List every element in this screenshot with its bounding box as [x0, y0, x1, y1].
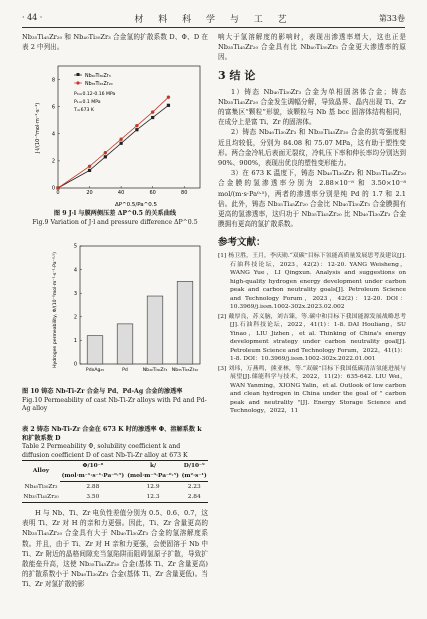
- fig9-y-tick-label: 2: [51, 158, 55, 165]
- fig9-xlabel: ΔP^0.5/Pa^0.5: [114, 202, 158, 208]
- table2-header-k: k/: [126, 461, 181, 472]
- fig9-data-point: [120, 142, 123, 145]
- fig9-data-point: [119, 138, 122, 141]
- table2-header-d-unit: (m²·s⁻¹): [180, 471, 208, 482]
- table-cell-alloy: Nb₄₀Ti₃₀Zr₃: [24, 483, 58, 490]
- fig10-category-label: PdxAg₂₅: [85, 368, 105, 373]
- table-cell-k: 12.9: [146, 484, 160, 490]
- table2-header-alloy: Alloy: [22, 461, 60, 482]
- fig9-data-point: [104, 155, 107, 158]
- right-intro-paragraph: 响大于氢溶解度的影响时，表现出渗透率增大，这也正是 Nb₃₅Ti₄₅Zr₂₀ 合金具有比 Nb₄₀Ti₃₀Zr₃ 合金更大渗透率的原因。: [218, 33, 406, 62]
- figure-10-caption: [22, 388, 208, 414]
- fig9-caption-en: Fig.9 Variation of J·l and pressure difference ΔP^0.5: [32, 218, 198, 226]
- fig9-annotation-t: T=673 K: [74, 108, 94, 113]
- table-2: [22, 460, 208, 503]
- page-number: · 44 ·: [22, 13, 43, 22]
- fig9-x-tick-label: 40: [117, 190, 125, 196]
- fig9-data-point: [135, 124, 138, 127]
- fig9-plot-frame: [58, 66, 200, 188]
- fig9-annotation-p1: P₁=0.1 MPa: [74, 100, 101, 105]
- table2-caption-en: Table 2 Permeability Φ, solubility coefficient k and diffusion coefficient D of cast Nb-Ti-Zr alloy at 673 K: [22, 443, 188, 459]
- conclusion-paragraph-3: 3）在 673 K 温度下，铸态 Nb₄₀Ti₃₀Zr₃ 和 Nb₃₅Ti₄₅Zr₂₀ 合金膜的氢渗透率分别为 2.88×10⁻⁸ 和 3.50×10⁻⁸ mol/(m·s·Pa⁰·⁵)，两者的渗透率分别是纯 Pd 的 1.7 和 2.1 倍。此外，铸态 Nb₃₅Ti₄₅Zr₂₀ 合金比 Nb₄₀Ti₃₀Zr₃ 合金膜拥有更高的氢渗透率，这归功于 Nb₃₅Ti₄₅Zr₂₀ 比 Nb₄₀Ti₃₀Zr₃ 合金膜拥有更高的氢扩散系数。: [218, 169, 406, 229]
- fig9-legend-2: Nb₃₅Ti₄₅Zr₂₀: [85, 82, 113, 87]
- reference-2: [2] 戴厚良，苏义脑，刘吉臻，等.碳中和目标下我国能源发展战略思考[J].石油科技论坛，2022，41(1)：1-8. DAI Houliang，SU Yinao，LIU Jizhen，et al. Thinking of China's energy development strategy under carbon neutrality goal[J]. Petroleum Science and Technology Forum，2022，41(1)：1-8. DOI：10.3969/j.issn.1002-302x.2022.01.001: [218, 313, 406, 363]
- right-column: [218, 32, 406, 417]
- figure-9-caption: [22, 210, 208, 227]
- fig10-y-tick-label: 3: [73, 290, 77, 297]
- figure-9-chart: [32, 60, 208, 210]
- fig9-y-tick-label: 6: [51, 104, 55, 111]
- fig10-bar: [87, 336, 103, 364]
- fig9-x-tick-label: 60: [149, 190, 156, 196]
- reference-1: [1] 杨卫胜，王月，李庆勋.“双碳”目标下氢能高质量发展思考及建议[J].石油科技论坛，2023，42(2)：12-20. YANG Weisheng，WANG Yue，LI Qingxun. Analysis and suggestions on high-quality hydrogen energy development under carbon peak and carbon neutrality goals[J]. Petroleum Science and Technology Forum，2023，42(2)：12-20. DOI：10.3969/j.issn.1002-302x.2023.02.002: [218, 253, 406, 311]
- conclusion-paragraph-2: 2）铸态 Nb₄₀Ti₃₀Zr₃ 和 Nb₃₅Ti₄₅Zr₂₀ 合金的抗弯强度相近且均较低，分别为 84.08 和 75.07 MPa，这有助于塑性变形。两合金冷轧后表面无裂纹，冷轧压下率和伸长率均分别达到 90%、900%，表现出优良的塑性变形能力。: [218, 128, 406, 168]
- conclusion-paragraph-1: 1）铸态 Nb₄₀Ti₃₀Zr₃ 合金为单相固溶体合金；铸态 Nb₃₅Ti₄₅Zr₂₀ 合金发生调幅分解，导致晶界、晶内出现 Ti、Zr 的富集区“颗粒”形貌，该颗粒与 Nb 基 bcc 固溶体结构相同，在成分上是富 Ti、Zr 的固溶体。: [218, 87, 406, 127]
- fig9-data-point: [56, 186, 59, 189]
- fig10-y-tick-label: 0: [73, 361, 77, 368]
- table-cell-d: 2.84: [180, 492, 208, 503]
- table-cell-k: 12.3: [126, 492, 181, 503]
- page-header: [22, 11, 405, 28]
- table-cell-alloy: Nb₃₅Ti₄₅Zr₂₀: [22, 492, 60, 503]
- fig10-plot-area: [74, 244, 200, 373]
- figure-10-chart: [50, 238, 208, 388]
- fig9-data-point: [167, 95, 170, 98]
- fig9-x-tick-label: 20: [86, 190, 93, 196]
- left-column: [22, 32, 208, 52]
- fig10-bar: [177, 281, 193, 364]
- circle-marker-icon: [76, 81, 79, 84]
- fig10-category-label: Nb₄₀Ti₃₀Zr₃: [142, 368, 168, 373]
- fig9-x-tick-label: 0: [56, 190, 60, 196]
- fig9-data-point: [151, 110, 154, 113]
- fig10-category-label: Nb₃₅Ti₄₅Zr₂₀: [171, 368, 199, 373]
- fig9-data-point: [135, 128, 138, 131]
- left-bottom-text: [22, 508, 208, 590]
- table2-header-phi-unit: (mol·m⁻¹·s⁻¹·Pa⁻⁰·⁵): [60, 471, 126, 482]
- volume-label: 第33卷: [378, 14, 405, 23]
- fig9-data-point: [88, 169, 91, 172]
- table-2-caption: [22, 426, 208, 460]
- fig10-ylabel: Hydrogen permeability, Φ/(10⁻⁸mol·m⁻¹·s⁻¹·Pa⁻⁰·⁵): [53, 252, 58, 368]
- fig9-annotation-p0: P₀=0.12-0.16 MPa: [74, 92, 116, 97]
- table2-header-k-unit: (mol·m⁻³·Pa⁻⁰·⁵): [126, 471, 181, 482]
- fig10-y-tick-label: 5: [73, 243, 77, 250]
- left-bottom-paragraph: H 与 Nb、Ti、Zr 电负性差值分别为 0.5、0.6、0.7，这表明 Ti、Zr 对 H 的亲和力更强。因此，Ti、Zr 含量更高的 Nb₃₅Ti₄₅Zr₂₀ 合金具有大于 Nb₄₀Ti₃₀Zr₃ 合金的氢溶解度系数。并且，由于 Ti、Zr 对 H 亲和力更强，会使固溶于 Nb 中 Ti、Zr 附近的晶格间隙充当氢陷阱而阻碍氢原子扩散，导致扩散能垒升高，这使 Nb₃₅Ti₄₅Zr₂₀ 合金(基体 Ti、Zr 含量更高)的扩散系数小于 Nb₄₀Ti₃₀Zr₃ 合金(基体 Ti、Zr 含量更低)。当 Ti、Zr 对氢扩散的影: [22, 509, 208, 589]
- fig9-data-point: [88, 165, 91, 168]
- fig10-bar: [147, 296, 163, 364]
- fig9-ylabel: J·l/(10⁻⁵mol·m⁻¹·s⁻¹): [35, 102, 41, 154]
- reference-3: [3] 刘玮，万燕鸣，熊亚林，等.“双碳”目标下我国低碳清洁氢能进展与展望[J].储能科学与技术，2022，11(2)：635-642. LIU Wei，WAN Yanming，XIONG Yalin，et al. Outlook of low carbon and clean hydrogen in China under the goal of " carbon peak and neutrality "[J]. Energy Storage Science and Technology，2022，11: [218, 365, 406, 415]
- section-3-title: 3 结 论: [218, 68, 256, 82]
- fig10-category-label: Pd: [122, 368, 128, 373]
- square-marker-icon: [77, 73, 80, 76]
- fig9-y-tick-label: 4: [51, 131, 55, 138]
- fig9-x-tick-label: 80: [181, 190, 188, 196]
- fig9-y-tick-label: 8: [51, 77, 55, 84]
- fig10-y-tick-label: 4: [73, 267, 77, 274]
- fig10-bar: [117, 324, 133, 364]
- left-top-paragraph: Nb₃₅Ti₄₅Zr₂₀ 和 Nb₄₀Ti₃₀Zr₃ 合金氢的扩散系数 D、Φ、D 在表 2 中列出。: [22, 33, 208, 52]
- fig9-plot-area: [52, 66, 200, 196]
- fig9-data-point: [104, 151, 107, 154]
- fig9-caption-cn: 图 9 J·l 与膜两侧压差 ΔP^0.5 的关系曲线: [53, 210, 177, 217]
- fig9-legend: [73, 73, 116, 113]
- fig10-y-tick-label: 2: [73, 314, 77, 321]
- table2-caption-cn: 表 2 铸态 Nb-Ti-Zr 合金在 673 K 时的渗透率 Φ、溶解系数 k 和扩散系数 D: [22, 426, 202, 442]
- table2-header-d: D/10⁻⁹: [180, 461, 208, 472]
- table-cell-phi: 3.50: [60, 492, 126, 503]
- table-cell-phi: 2.88: [86, 484, 100, 490]
- fig9-legend-1: Nb₄₀Ti₃₀Zr₃: [85, 74, 111, 79]
- fig9-data-point: [151, 116, 154, 119]
- fig10-y-tick-label: 1: [73, 338, 77, 345]
- table-row: [22, 482, 208, 493]
- table-row: [22, 492, 208, 503]
- table2-header-phi: Φ/10⁻⁸: [60, 461, 126, 472]
- journal-title: 材 料 科 学 与 工 艺: [134, 15, 293, 25]
- fig9-y-tick-label: 0: [51, 185, 55, 192]
- fig9-data-point: [167, 104, 170, 107]
- table-cell-d: 2.23: [187, 484, 201, 490]
- fig10-caption-en: Fig.10 Permeability of cast Nb-Ti-Zr alloys with Pd and Pd-Ag alloy: [22, 396, 207, 413]
- fig10-caption-cn: 图 10 铸态 Nb-Ti-Zr 合金与 Pd、Pd-Ag 合金的渗透率: [22, 388, 183, 395]
- references-title: 参考文献：: [218, 237, 266, 249]
